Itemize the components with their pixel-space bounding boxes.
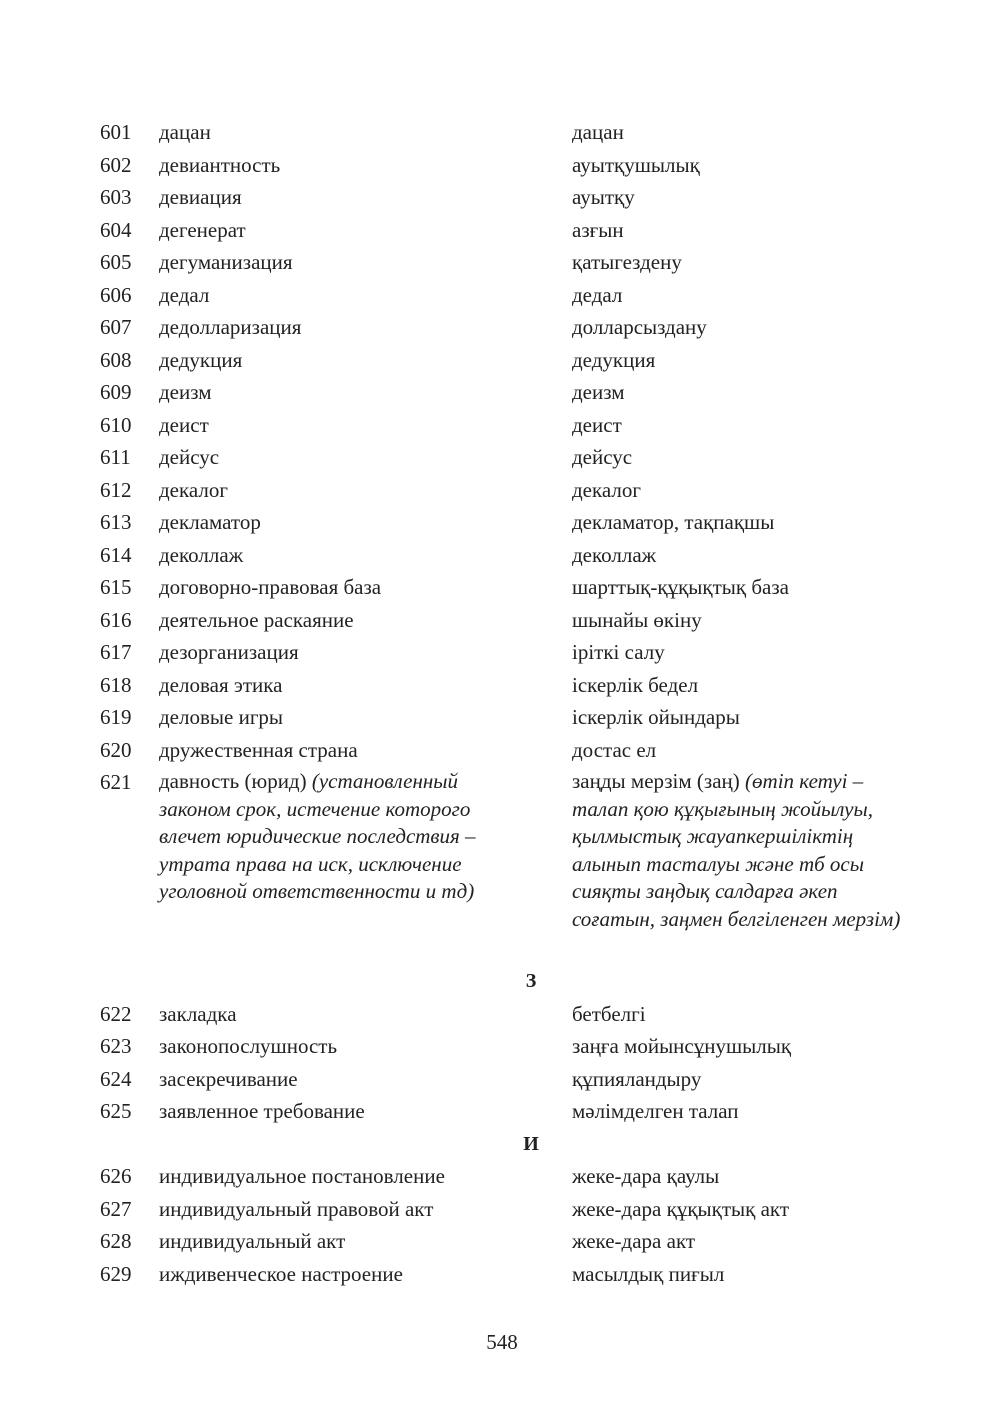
entry-russian-term: деист bbox=[159, 412, 209, 437]
dictionary-entry bbox=[0, 734, 1004, 767]
entry-number: 611 bbox=[100, 445, 131, 469]
entry-number: 621 bbox=[100, 770, 132, 794]
russian-term-note: (установленный законом срок, истечение которого влечет юридические последствия – утрата права на иск, исключение уголовной ответственности и тд) bbox=[159, 769, 476, 903]
entry-russian-term: договорно-правовая база bbox=[159, 575, 382, 599]
entry-group-i bbox=[0, 1160, 1004, 1290]
entry-group-d bbox=[0, 116, 1004, 766]
entry-russian-term: дедолларизация bbox=[159, 315, 302, 339]
entry-kazakh-term: дедукция bbox=[572, 347, 656, 372]
dictionary-entry bbox=[0, 279, 1004, 312]
dictionary-entry-621 bbox=[0, 766, 1004, 965]
entry-kazakh-term bbox=[572, 768, 907, 933]
entry-russian-term: деловая этика bbox=[159, 672, 283, 697]
entry-number: 603 bbox=[100, 185, 132, 209]
entry-kazakh-term: достас ел bbox=[572, 737, 657, 762]
entry-kazakh-term: іріткі салу bbox=[572, 640, 665, 664]
dictionary-entry bbox=[0, 1160, 1004, 1193]
entry-russian-term: дезорганизация bbox=[159, 640, 299, 664]
entry-russian-term: дегуманизация bbox=[159, 250, 293, 274]
entry-number: 623 bbox=[100, 1034, 132, 1058]
entry-kazakh-term: декламатор, тақпақшы bbox=[572, 510, 775, 534]
dictionary-entry bbox=[0, 998, 1004, 1031]
dictionary-entry bbox=[0, 1030, 1004, 1063]
entry-group-z bbox=[0, 998, 1004, 1128]
entry-russian-term: декалог bbox=[159, 477, 228, 502]
entry-number: 607 bbox=[100, 315, 132, 339]
entry-kazakh-term: іскерлік бедел bbox=[572, 672, 699, 697]
dictionary-entry bbox=[0, 1258, 1004, 1291]
entry-russian-term: девиация bbox=[159, 185, 242, 209]
dictionary-entry bbox=[0, 441, 1004, 474]
dictionary-entry bbox=[0, 1193, 1004, 1226]
entry-kazakh-term: мәлімделген талап bbox=[572, 1099, 739, 1123]
entry-kazakh-term: жеке-дара қаулы bbox=[572, 1164, 720, 1188]
entry-russian-term: закладка bbox=[159, 1001, 237, 1026]
entry-kazakh-term: долларсыздану bbox=[572, 315, 707, 339]
entry-kazakh-term: құпияландыру bbox=[572, 1066, 702, 1091]
entry-number: 609 bbox=[100, 380, 132, 404]
entry-russian-term: дедал bbox=[159, 282, 210, 307]
entry-number: 614 bbox=[100, 542, 132, 567]
dictionary-entry bbox=[0, 344, 1004, 377]
entry-kazakh-term: азғын bbox=[572, 217, 624, 242]
entry-number: 613 bbox=[100, 510, 132, 534]
entry-russian-term: дегенерат bbox=[159, 217, 246, 242]
dictionary-entry bbox=[0, 1225, 1004, 1258]
entry-russian-term: деколлаж bbox=[159, 542, 244, 567]
entry-russian-term: иждивенческое настроение bbox=[159, 1261, 403, 1286]
dictionary-entry bbox=[0, 1095, 1004, 1128]
entry-russian-term: деловые игры bbox=[159, 705, 284, 729]
entry-russian-term bbox=[159, 768, 499, 906]
dictionary-entry bbox=[0, 246, 1004, 279]
entry-russian-term: дейсус bbox=[159, 445, 220, 469]
entry-russian-term: засекречивание bbox=[159, 1066, 298, 1091]
entry-kazakh-term: дацан bbox=[572, 120, 624, 144]
entry-russian-term: индивидуальное постановление bbox=[159, 1164, 445, 1188]
entry-russian-term: декламатор bbox=[159, 510, 261, 534]
entry-number: 604 bbox=[100, 217, 132, 242]
entry-number: 610 bbox=[100, 412, 132, 437]
kazakh-term-note: (өтіп кетуі – талап қою құқығының жойылуы, қылмыстық жауапкершіліктің алынып тасталуы және тб осы сияқты заңдық салдарға әкеп соғатын, заңмен белгіленген мерзім) bbox=[572, 769, 901, 931]
entry-russian-term: дацан bbox=[159, 120, 211, 144]
entry-kazakh-term: деизм bbox=[572, 380, 625, 404]
dictionary-entry bbox=[0, 181, 1004, 214]
entry-number: 620 bbox=[100, 737, 132, 762]
dictionary-entry bbox=[0, 214, 1004, 247]
entry-russian-term: дружественная страна bbox=[159, 737, 358, 762]
entry-number: 618 bbox=[100, 672, 132, 697]
entry-russian-term: девиантность bbox=[159, 152, 281, 177]
entry-number: 629 bbox=[100, 1261, 132, 1286]
entry-russian-term: заявленное требование bbox=[159, 1099, 365, 1123]
dictionary-entry bbox=[0, 311, 1004, 344]
page-number: 548 bbox=[486, 1330, 518, 1354]
entry-kazakh-term: ауытқу bbox=[572, 185, 635, 209]
dictionary-entry bbox=[0, 571, 1004, 604]
entry-kazakh-term: заңға мойынсұнушылық bbox=[572, 1034, 792, 1058]
dictionary-entry bbox=[0, 701, 1004, 734]
entry-kazakh-term: масылдық пиғыл bbox=[572, 1261, 725, 1286]
dictionary-entry bbox=[0, 116, 1004, 149]
entry-kazakh-term: дедал bbox=[572, 282, 623, 307]
entry-kazakh-term: бетбелгі bbox=[572, 1001, 646, 1026]
dictionary-entry bbox=[0, 604, 1004, 637]
entry-kazakh-term: жеке-дара құқықтық акт bbox=[572, 1196, 790, 1221]
kazakh-term-text: заңды мерзім (заң) bbox=[572, 769, 740, 793]
dictionary-entries bbox=[0, 116, 1004, 1290]
entry-number: 622 bbox=[100, 1001, 132, 1026]
entry-kazakh-term: декалог bbox=[572, 477, 641, 502]
entry-number: 627 bbox=[100, 1196, 132, 1221]
entry-number: 606 bbox=[100, 282, 132, 307]
entry-number: 605 bbox=[100, 250, 132, 274]
entry-kazakh-term: жеке-дара акт bbox=[572, 1229, 696, 1253]
entry-russian-term: деятельное раскаяние bbox=[159, 607, 354, 632]
entry-kazakh-term: ауытқушылық bbox=[572, 152, 700, 177]
entry-number: 608 bbox=[100, 347, 132, 372]
entry-number: 616 bbox=[100, 607, 132, 632]
entry-kazakh-term: деколлаж bbox=[572, 542, 657, 567]
dictionary-entry bbox=[0, 506, 1004, 539]
entry-kazakh-term: қатыгездену bbox=[572, 250, 682, 274]
entry-number: 619 bbox=[100, 705, 132, 729]
entry-number: 601 bbox=[100, 120, 132, 144]
dictionary-entry bbox=[0, 409, 1004, 442]
entry-kazakh-term: дейсус bbox=[572, 445, 633, 469]
entry-kazakh-term: іскерлік ойындары bbox=[572, 705, 740, 729]
entry-number: 602 bbox=[100, 152, 132, 177]
entry-number: 612 bbox=[100, 477, 132, 502]
entry-russian-term: индивидуальный акт bbox=[159, 1229, 346, 1253]
dictionary-entry bbox=[0, 669, 1004, 702]
entry-number: 628 bbox=[100, 1229, 132, 1253]
dictionary-entry bbox=[0, 636, 1004, 669]
entry-number: 615 bbox=[100, 575, 132, 599]
dictionary-entry bbox=[0, 474, 1004, 507]
entry-russian-term: индивидуальный правовой акт bbox=[159, 1196, 434, 1221]
section-letter-z: З bbox=[525, 970, 537, 992]
entry-number: 624 bbox=[100, 1066, 132, 1091]
russian-term-text: давность (юрид) bbox=[159, 769, 307, 793]
dictionary-entry bbox=[0, 1063, 1004, 1096]
entry-kazakh-term: шарттық-құқықтық база bbox=[572, 575, 789, 599]
entry-kazakh-term: шынайы өкіну bbox=[572, 607, 702, 632]
entry-number: 617 bbox=[100, 640, 132, 664]
dictionary-entry bbox=[0, 539, 1004, 572]
entry-russian-term: деизм bbox=[159, 380, 212, 404]
entry-russian-term: дедукция bbox=[159, 347, 243, 372]
entry-number: 625 bbox=[100, 1099, 132, 1123]
entry-kazakh-term: деист bbox=[572, 412, 622, 437]
dictionary-entry bbox=[0, 149, 1004, 182]
dictionary-entry bbox=[0, 376, 1004, 409]
section-letter-i: И bbox=[523, 1132, 539, 1155]
entry-russian-term: законопослушность bbox=[159, 1034, 338, 1058]
entry-number: 626 bbox=[100, 1164, 132, 1188]
